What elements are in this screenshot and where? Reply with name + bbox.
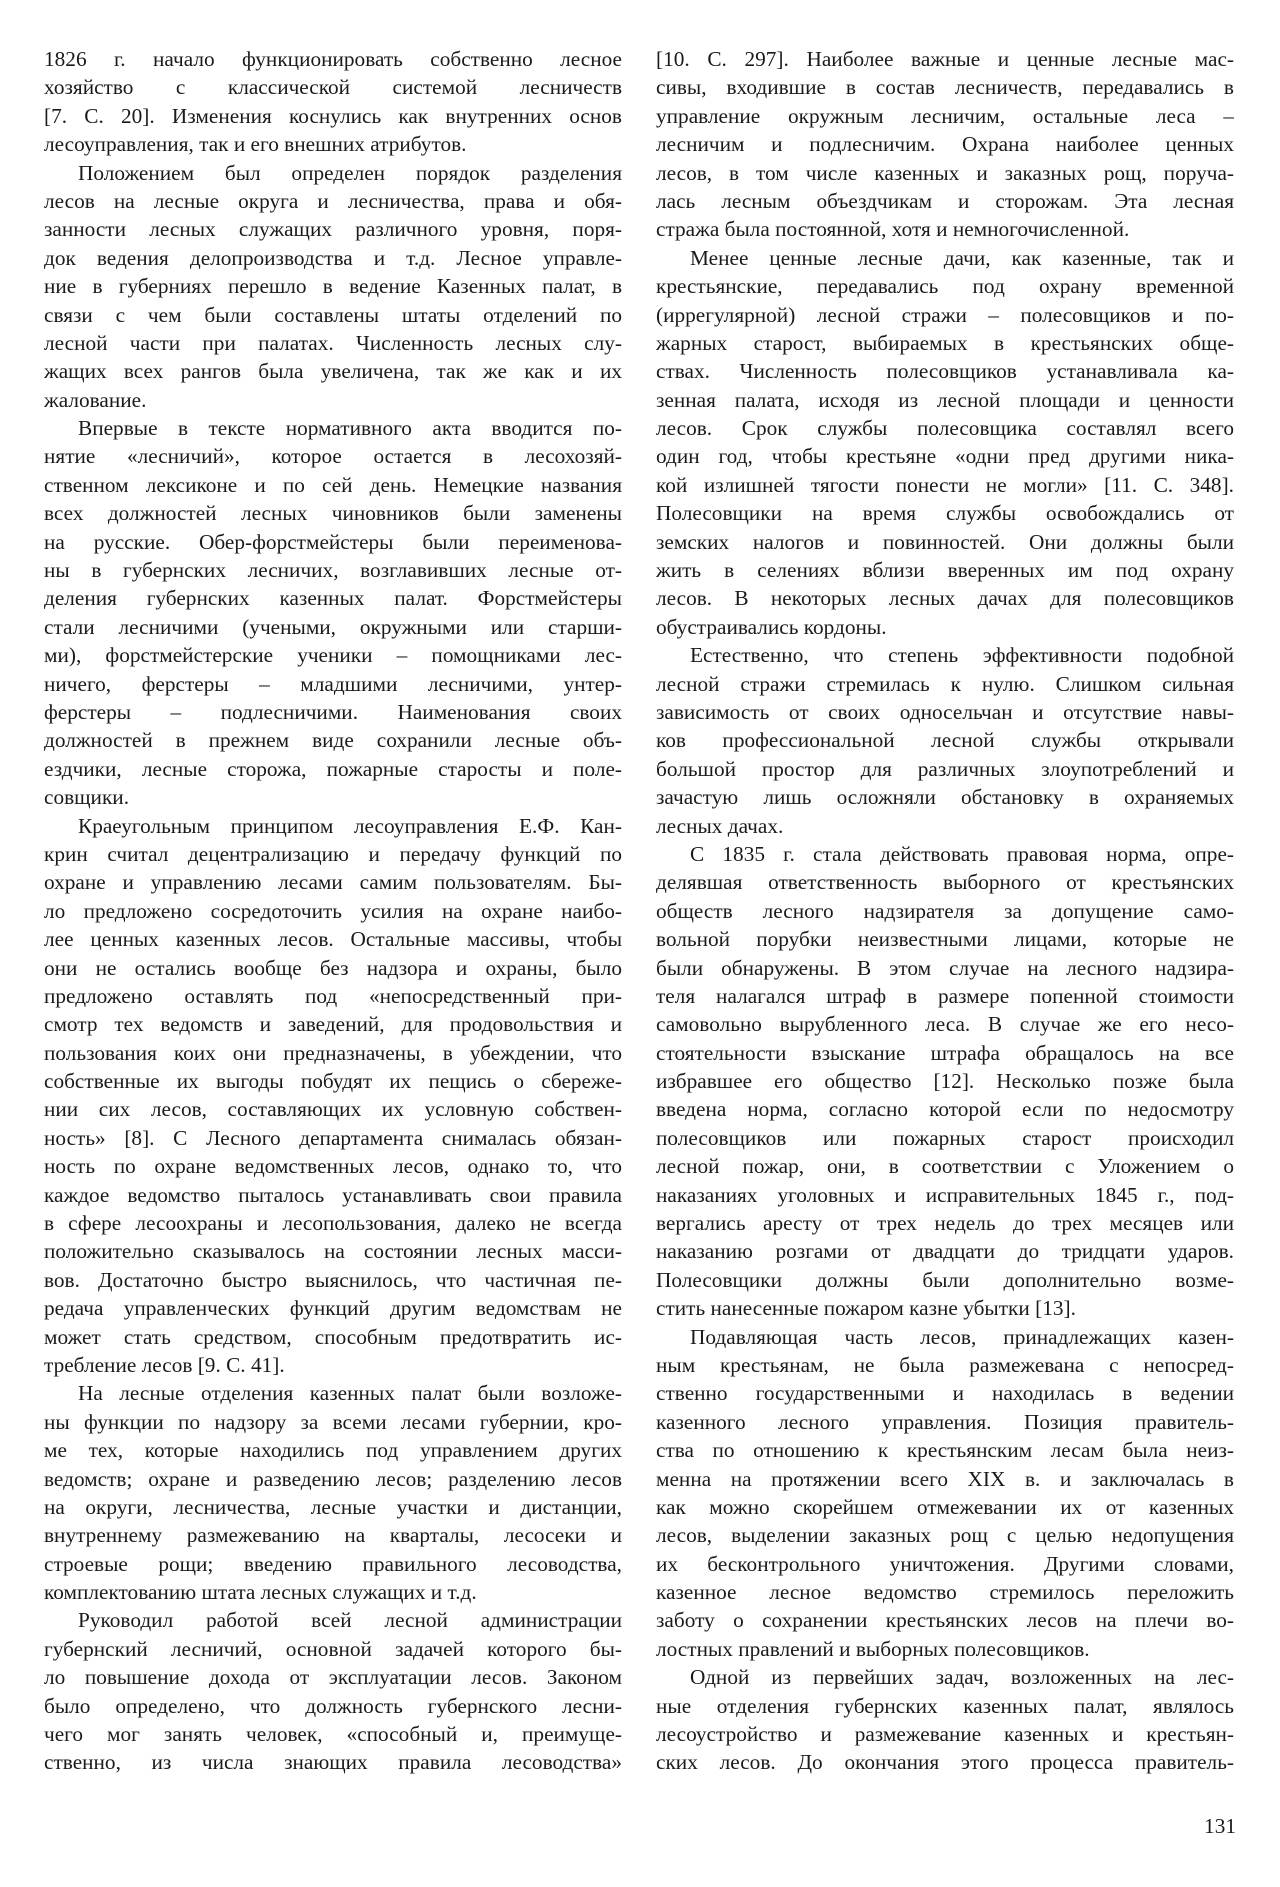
text-line: ны в губернских лесничих, возглавивших лесные от- [44,558,622,583]
text-line: (иррегулярной) лесной стражи – полесовщиков и по- [656,302,1234,327]
text-line: Положением был определен порядок разделения [78,160,622,185]
text-line: они не остались вообще без надзора и охраны, было [44,955,622,980]
text-line: делявшая ответственность выборного от крестьянских [656,870,1234,895]
paragraph [656,1663,1234,1777]
text-line: ственно, из числа знающих правила лесоводства» [44,1750,622,1775]
text-line: их бесконтрольного уничтожения. Другими словами, [656,1551,1234,1576]
text-line: нятие «лесничий», которое остается в лесохозяй- [44,444,622,469]
text-line: ственно государственными и находилась в ведении [656,1381,1234,1406]
text-line: один год, чтобы крестьяне «одни пред другими ника- [656,444,1234,469]
paragraph [656,244,1234,641]
text-line: кой излишней тягости понести не могли» [11. С. 348]. [656,472,1234,497]
text-line: зенная палата, исходя из лесной площади и ценности [656,387,1234,412]
text-line: ным крестьянам, не была размежевана с непосред- [656,1352,1234,1377]
right-column [656,45,1234,1777]
text-line: жащих всех рангов была увеличена, так же как и их [44,359,622,384]
text-line: лесов, в том числе казенных и заказных рощ, поруча- [656,160,1234,185]
text-line: избравшее его общество [12]. Несколько позже была [656,1069,1234,1094]
text-line: ние в губерниях перешло в ведение Казенных палат, в [44,274,622,299]
text-line: обустраивались кордоны. [656,614,887,639]
text-line: ездчики, лесные сторожа, пожарные старосты и поле- [44,756,622,781]
text-line: стоятельности взыскание штрафа обращалось на все [656,1040,1234,1065]
text-line: заботу о сохранении крестьянских лесов на плечи во- [656,1608,1234,1633]
text-line: на округи, лесничества, лесные участки и дистанции, [44,1494,622,1519]
text-line: Одной из первейших задач, возложенных на лес- [690,1665,1234,1690]
text-line: лесных дачах. [656,813,784,838]
text-line: ме тех, которые находились под управлением других [44,1438,622,1463]
text-line: в сфере лесоохраны и лесопользования, далеко не всегда [44,1211,622,1236]
text-line: было определено, что должность губернского лесни- [44,1693,622,1718]
text-line: наказаниях уголовных и исправительных 1845 г., под- [656,1182,1234,1207]
page-number: 131 [1204,1814,1236,1838]
paragraph [44,159,622,415]
text-line: ло предложено сосредоточить усилия на охране наибо- [44,898,622,923]
text-line: положительно сказывалось на состоянии лесных масси- [44,1239,622,1264]
text-line: ло повышение дохода от эксплуатации лесов. Законом [44,1665,622,1690]
text-line: губернский лесничий, основной задачей которого бы- [44,1636,622,1661]
text-line: вов. Достаточно быстро выяснилось, что частичная пе- [44,1267,622,1292]
text-line: крин считал децентрализацию и передачу функций по [44,841,622,866]
text-line: ственном лексиконе и по сей день. Немецкие названия [44,472,622,497]
text-line: ничего, ферстеры – младшими лесничими, унтер- [44,671,622,696]
text-line: Менее ценные лесные дачи, как казенные, так и [690,245,1234,270]
text-line: ность по охране ведомственных лесов, однако то, что [44,1154,622,1179]
text-line: наказанию розгами от двадцати до тридцати ударов. [656,1239,1234,1264]
text-line: самовольно вырубленного леса. В случае же его несо- [656,1012,1234,1037]
text-line: полесовщиков или пожарных старост происходил [656,1125,1234,1150]
text-line: стали лесничими (учеными, окружными или старши- [44,614,622,639]
text-line: лесоуправления, так и его внешних атрибутов. [44,132,467,157]
text-line: ства по отношению к крестьянским лесам была неиз- [656,1438,1234,1463]
text-line: требление лесов [9. С. 41]. [44,1352,285,1377]
text-line: жалование. [44,387,147,412]
text-line: лесничим и подлесничим. Охрана наиболее ценных [656,132,1234,157]
text-line: лесов. Срок службы полесовщика составлял всего [656,416,1234,441]
text-line: сивы, входившие в состав лесничеств, передавались в [656,75,1234,100]
text-line: деления губернских казенных палат. Форстмейстеры [44,586,622,611]
text-line: теля налагался штраф в размере попенной стоимости [656,983,1234,1008]
text-line: управление окружным лесничим, остальные леса – [656,103,1234,128]
text-line: нии сих лесов, составляющих их условную собствен- [44,1097,622,1122]
text-line: земских налогов и повинностей. Они должны были [656,529,1234,554]
text-line: комплектованию штата лесных служащих и т.д. [44,1580,477,1605]
text-line: [7. С. 20]. Изменения коснулись как внутренних основ [44,103,622,128]
text-line: зависимость от своих односельчан и отсутствие навы- [656,699,1234,724]
text-line: охране и управлению лесами самим пользователям. Бы- [44,870,622,895]
text-line: стить нанесенные пожаром казне убытки [13]. [656,1296,1076,1321]
left-column [44,45,622,1777]
text-line: вергались аресту от трех недель до трех месяцев или [656,1211,1234,1236]
text-line: стража была постоянной, хотя и немногочисленной. [656,217,1130,242]
text-line: занности лесных служащих различного уровня, поря- [44,217,622,242]
text-line: связи с чем были составлены штаты отделений по [44,302,622,327]
text-line: ми), форстмейстерские ученики – помощниками лес- [44,643,622,668]
text-line: лостных правлений и выборных полесовщиков. [656,1636,1090,1661]
text-line: Впервые в тексте нормативного акта вводится по- [78,416,622,441]
text-line: 1826 г. начало функционировать собственно лесное [44,47,622,71]
paragraph [44,812,622,1380]
paragraph [656,1323,1234,1664]
text-line: крестьянские, передавались под охрану временной [656,274,1234,299]
text-line: редача управленческих функций другим ведомствам не [44,1296,622,1321]
text-line: лесной пожар, они, в соответствии с Уложением о [656,1154,1234,1179]
text-line: Полесовщики на время службы освобождались от [656,501,1234,526]
text-line: док ведения делопроизводства и т.д. Лесное управле- [44,245,622,270]
text-line: зачастую лишь осложняли обстановку в охраняемых [656,785,1234,810]
paragraph [656,45,1234,244]
text-line: пользования коих они предназначены, в убеждении, что [44,1040,622,1065]
text-line: С 1835 г. стала действовать правовая норма, опре- [690,841,1234,866]
text-line: казенного лесного управления. Позиция правитель- [656,1409,1234,1434]
text-line: обществ лесного надзирателя за допущение само- [656,898,1234,923]
text-line: ских лесов. До окончания этого процесса правитель- [656,1750,1234,1775]
text-line: менна на протяжении всего XIX в. и заключалась в [656,1466,1234,1491]
text-line: лее ценных казенных лесов. Остальные массивы, чтобы [44,927,622,952]
text-line: Краеугольным принципом лесоуправления Е.Ф. Кан- [78,813,622,838]
paragraph [44,1379,622,1606]
text-line: Подавляющая часть лесов, принадлежащих казен- [690,1324,1234,1349]
text-line: смотр тех ведомств и заведений, для продовольствия и [44,1012,622,1037]
text-line: ные отделения губернских казенных палат, являлось [656,1693,1234,1718]
text-line: ны функции по надзору за всеми лесами губернии, кро- [44,1409,622,1434]
text-line: на русские. Обер-форстмейстеры были переименова- [44,529,622,554]
text-line: [10. С. 297]. Наиболее важные и ценные лесные мас- [656,47,1234,71]
paragraph [656,641,1234,840]
text-line: вольной порубки неизвестными лицами, которые не [656,927,1234,952]
text-line: собственные их выгоды побудят их пещись о сбереже- [44,1069,622,1094]
text-line: ность» [8]. С Лесного департамента снималась обязан- [44,1125,622,1150]
text-line: казенное лесное ведомство стремилось переложить [656,1580,1234,1605]
paragraph [656,840,1234,1323]
text-line: лесоустройство и размежевание казенных и крестьян- [656,1722,1234,1747]
text-line: лесов, выделении заказных рощ с целью недопущения [656,1523,1234,1548]
text-line: введена норма, согласно которой если по недосмотру [656,1097,1234,1122]
text-line: ферстеры – подлесничими. Наименования своих [44,699,622,724]
text-line: лесной стражи стремилась к нулю. Слишком сильная [656,671,1234,696]
text-line: были обнаружены. В этом случае на лесного надзира- [656,955,1234,980]
text-line: ков профессиональной лесной службы открывали [656,728,1234,753]
text-line: каждое ведомство пыталось устанавливать свои правила [44,1182,622,1207]
text-line: хозяйство с классической системой лесничеств [44,75,622,100]
text-line: большой простор для различных злоупотреблений и [656,756,1234,781]
text-line: Руководил работой всей лесной администрации [78,1608,622,1633]
paragraph [44,414,622,811]
text-line: жить в селениях вблизи вверенных им под охрану [656,558,1234,583]
text-line: На лесные отделения казенных палат были возложе- [78,1381,622,1406]
text-line: строевые рощи; введению правильного лесоводства, [44,1551,622,1576]
text-line: жарных старост, выбираемых в крестьянских обще- [656,330,1234,355]
paragraph [44,1606,622,1776]
text-line: лесов на лесные округа и лесничества, права и обя- [44,188,622,213]
text-line: лась лесным объездчикам и сторожам. Эта лесная [656,188,1234,213]
text-line: всех должностей лесных чиновников были заменены [44,501,622,526]
paragraph [44,45,622,159]
text-line: лесов. В некоторых лесных дачах для полесовщиков [656,586,1234,611]
text-line: ведомств; охране и разведению лесов; разделению лесов [44,1466,622,1491]
text-line: чего мог занять человек, «способный и, преимуще- [44,1722,622,1747]
text-line: Полесовщики должны были дополнительно возме- [656,1267,1234,1292]
text-line: лесной части при палатах. Численность лесных слу- [44,330,622,355]
text-line: ствах. Численность полесовщиков устанавливала ка- [656,359,1234,384]
text-line: Естественно, что степень эффективности подобной [690,643,1234,668]
text-line: может стать средством, способным предотвратить ис- [44,1324,622,1349]
text-line: совщики. [44,785,130,810]
text-line: предложено оставлять под «непосредственный при- [44,983,622,1008]
text-line: как можно скорейшем отмежевании их от казенных [656,1494,1234,1519]
text-line: должностей в прежнем виде сохранили лесные объ- [44,728,622,753]
text-line: внутреннему размежеванию на кварталы, лесосеки и [44,1523,622,1548]
